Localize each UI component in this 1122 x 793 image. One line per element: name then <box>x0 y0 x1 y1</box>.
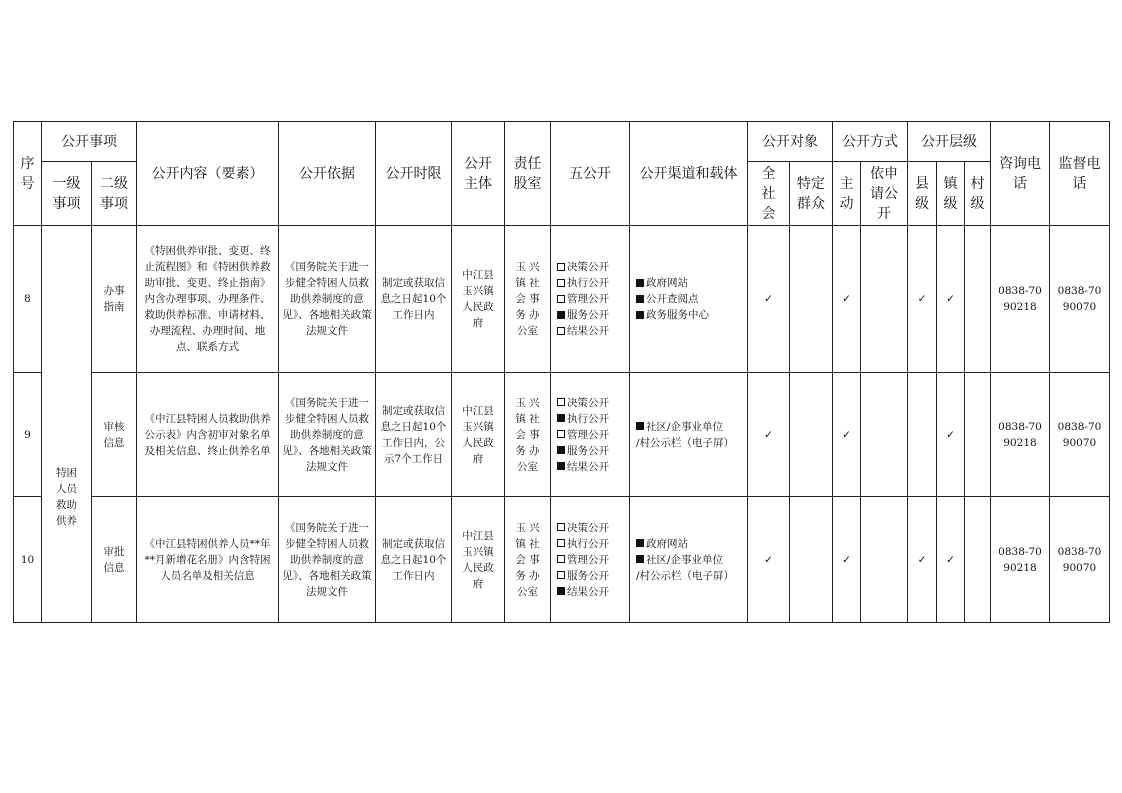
header-item-l1: 一级 事项 <box>42 162 92 226</box>
row-level-town: ✓ <box>937 226 965 373</box>
header-content: 公开内容（要素） <box>137 122 279 226</box>
five-item: 服务公开 <box>557 568 626 584</box>
row-five <box>551 226 630 373</box>
row-target-all: ✓ <box>748 497 790 623</box>
disclosure-table <box>13 121 1110 623</box>
header-supervise: 监督电 话 <box>1050 122 1110 226</box>
checkbox-icon <box>557 279 565 287</box>
row-supervise: 0838-70 90070 <box>1050 497 1110 623</box>
row-consult: 0838-70 90218 <box>991 497 1050 623</box>
row-five <box>551 373 630 497</box>
row-item-l2: 审核 信息 <box>92 373 137 497</box>
five-item: 服务公开 <box>557 307 626 323</box>
row-level-town: ✓ <box>937 373 965 497</box>
five-item: 决策公开 <box>557 395 626 411</box>
checkbox-filled-icon <box>636 422 644 430</box>
row-content: 《中江县特困人员救助供养公示表》内含初审对象名单及相关信息、终止供养名单 <box>137 373 279 497</box>
row-basis: 《国务院关于进一步健全特困人员救助供养制度的意见》、各地相关政策法规文件 <box>279 497 376 623</box>
row-dept: 玉 兴 镇 社 会 事 务 办 公室 <box>505 373 551 497</box>
header-five: 五公开 <box>551 122 630 226</box>
row-level-county <box>908 373 937 497</box>
header-level: 公开层级 <box>908 122 991 162</box>
header-basis: 公开依据 <box>279 122 376 226</box>
row-dept: 玉 兴 镇 社 会 事 务 办 公室 <box>505 226 551 373</box>
channel-item: 政府网站 <box>636 275 744 291</box>
checkbox-icon <box>557 555 565 563</box>
row-target-group <box>790 373 833 497</box>
row-target-all: ✓ <box>748 373 790 497</box>
five-item: 执行公开 <box>557 536 626 552</box>
header-seq: 序 号 <box>14 122 42 226</box>
row-item-l1: 特困 人员 救助 供养 <box>42 373 92 623</box>
channel-item: 政务服务中心 <box>636 307 744 323</box>
header-level-county: 县 级 <box>908 162 937 226</box>
five-item: 管理公开 <box>557 427 626 443</box>
row-level-village <box>965 226 991 373</box>
checkbox-icon <box>557 571 565 579</box>
checkbox-icon <box>557 295 565 303</box>
row-supervise: 0838-70 90070 <box>1050 226 1110 373</box>
five-item: 服务公开 <box>557 443 626 459</box>
row-level-county: ✓ <box>908 497 937 623</box>
channel-item: 政府网站 <box>636 536 744 552</box>
checkbox-icon <box>557 398 565 406</box>
row-level-town: ✓ <box>937 497 965 623</box>
row-subject: 中江县 玉兴镇 人民政 府 <box>452 373 505 497</box>
row-target-group <box>790 226 833 373</box>
checkbox-filled-icon <box>557 446 565 454</box>
row-level-village <box>965 373 991 497</box>
row-item-l2: 办事 指南 <box>92 226 137 373</box>
row-method-active: ✓ <box>833 497 861 623</box>
checkbox-filled-icon <box>557 587 565 595</box>
header-subject: 公开 主体 <box>452 122 505 226</box>
row-subject: 中江县 玉兴镇 人民政 府 <box>452 497 505 623</box>
checkbox-icon <box>557 430 565 438</box>
table-row <box>14 497 1110 623</box>
row-method-active: ✓ <box>833 373 861 497</box>
row-dept: 玉 兴 镇 社 会 事 务 办 公室 <box>505 497 551 623</box>
checkbox-icon <box>557 539 565 547</box>
row-basis: 《国务院关于进一步健全特困人员救助供养制度的意见》、各地相关政策法规文件 <box>279 226 376 373</box>
row-seq: 8 <box>14 226 42 373</box>
checkbox-filled-icon <box>636 539 644 547</box>
header-dept: 责任 股室 <box>505 122 551 226</box>
channel-item: 公开查阅点 <box>636 291 744 307</box>
row-method-request <box>861 497 908 623</box>
row-subject: 中江县 玉兴镇 人民政 府 <box>452 226 505 373</box>
row-channel <box>630 373 748 497</box>
header-method: 公开方式 <box>833 122 908 162</box>
header-method-active: 主 动 <box>833 162 861 226</box>
header-target-group: 特定 群众 <box>790 162 833 226</box>
header-method-request: 依申 请公 开 <box>861 162 908 226</box>
header-item-l2: 二级 事项 <box>92 162 137 226</box>
row-seq: 10 <box>14 497 42 623</box>
row-target-all: ✓ <box>748 226 790 373</box>
row-target-group <box>790 497 833 623</box>
row-seq: 9 <box>14 373 42 497</box>
row-basis: 《国务院关于进一步健全特困人员救助供养制度的意见》、各地相关政策法规文件 <box>279 373 376 497</box>
checkbox-filled-icon <box>636 311 644 319</box>
header-level-village: 村 级 <box>965 162 991 226</box>
row-time-limit: 制定或获取信息之日起10个工作日内 <box>376 497 452 623</box>
row-method-request <box>861 226 908 373</box>
table-row <box>14 226 1110 373</box>
checkbox-filled-icon <box>636 555 644 563</box>
five-item: 决策公开 <box>557 259 626 275</box>
row-time-limit: 制定或获取信息之日起10个工作日内，公示7个工作日 <box>376 373 452 497</box>
five-item: 结果公开 <box>557 323 626 339</box>
row-content: 《特困供养审批、变更、终止流程图》和《特困供养救助审批、变更、终止指南》内含办理事项、办理条件、救助供养标准、申请材料、办理流程、办理时间、地点、联系方式 <box>137 226 279 373</box>
header-target: 公开对象 <box>748 122 833 162</box>
row-consult: 0838-70 90218 <box>991 226 1050 373</box>
five-item: 结果公开 <box>557 459 626 475</box>
five-item: 管理公开 <box>557 552 626 568</box>
row-channel <box>630 497 748 623</box>
header-items: 公开事项 <box>42 122 137 162</box>
five-item: 执行公开 <box>557 275 626 291</box>
header-consult: 咨询电 话 <box>991 122 1050 226</box>
row-content: 《中江县特困供养人员**年**月新增花名册》内含特困人员名单及相关信息 <box>137 497 279 623</box>
checkbox-filled-icon <box>636 279 644 287</box>
channel-item: 社区/企事业单位 <box>636 419 744 435</box>
five-item: 决策公开 <box>557 520 626 536</box>
checkbox-filled-icon <box>557 462 565 470</box>
channel-item: /村公示栏（电子屏） <box>636 436 735 449</box>
header-time-limit: 公开时限 <box>376 122 452 226</box>
checkbox-icon <box>557 523 565 531</box>
row-consult: 0838-70 90218 <box>991 373 1050 497</box>
row-item-l2: 审批 信息 <box>92 497 137 623</box>
row-level-village <box>965 497 991 623</box>
checkbox-icon <box>557 263 565 271</box>
header-level-town: 镇 级 <box>937 162 965 226</box>
header-target-all: 全 社 会 <box>748 162 790 226</box>
five-item: 管理公开 <box>557 291 626 307</box>
channel-item: 社区/企事业单位 <box>636 552 744 568</box>
row-supervise: 0838-70 90070 <box>1050 373 1110 497</box>
five-item: 执行公开 <box>557 411 626 427</box>
header-channel: 公开渠道和载体 <box>630 122 748 226</box>
checkbox-filled-icon <box>557 414 565 422</box>
checkbox-filled-icon <box>557 311 565 319</box>
row-five <box>551 497 630 623</box>
row-method-active: ✓ <box>833 226 861 373</box>
channel-item: /村公示栏（电子屏） <box>636 569 735 582</box>
five-item: 结果公开 <box>557 584 626 600</box>
checkbox-icon <box>557 327 565 335</box>
table-row <box>14 373 1110 497</box>
row-level-county: ✓ <box>908 226 937 373</box>
row-time-limit: 制定或获取信息之日起10个工作日内 <box>376 226 452 373</box>
checkbox-filled-icon <box>636 295 644 303</box>
row-method-request <box>861 373 908 497</box>
row-channel <box>630 226 748 373</box>
